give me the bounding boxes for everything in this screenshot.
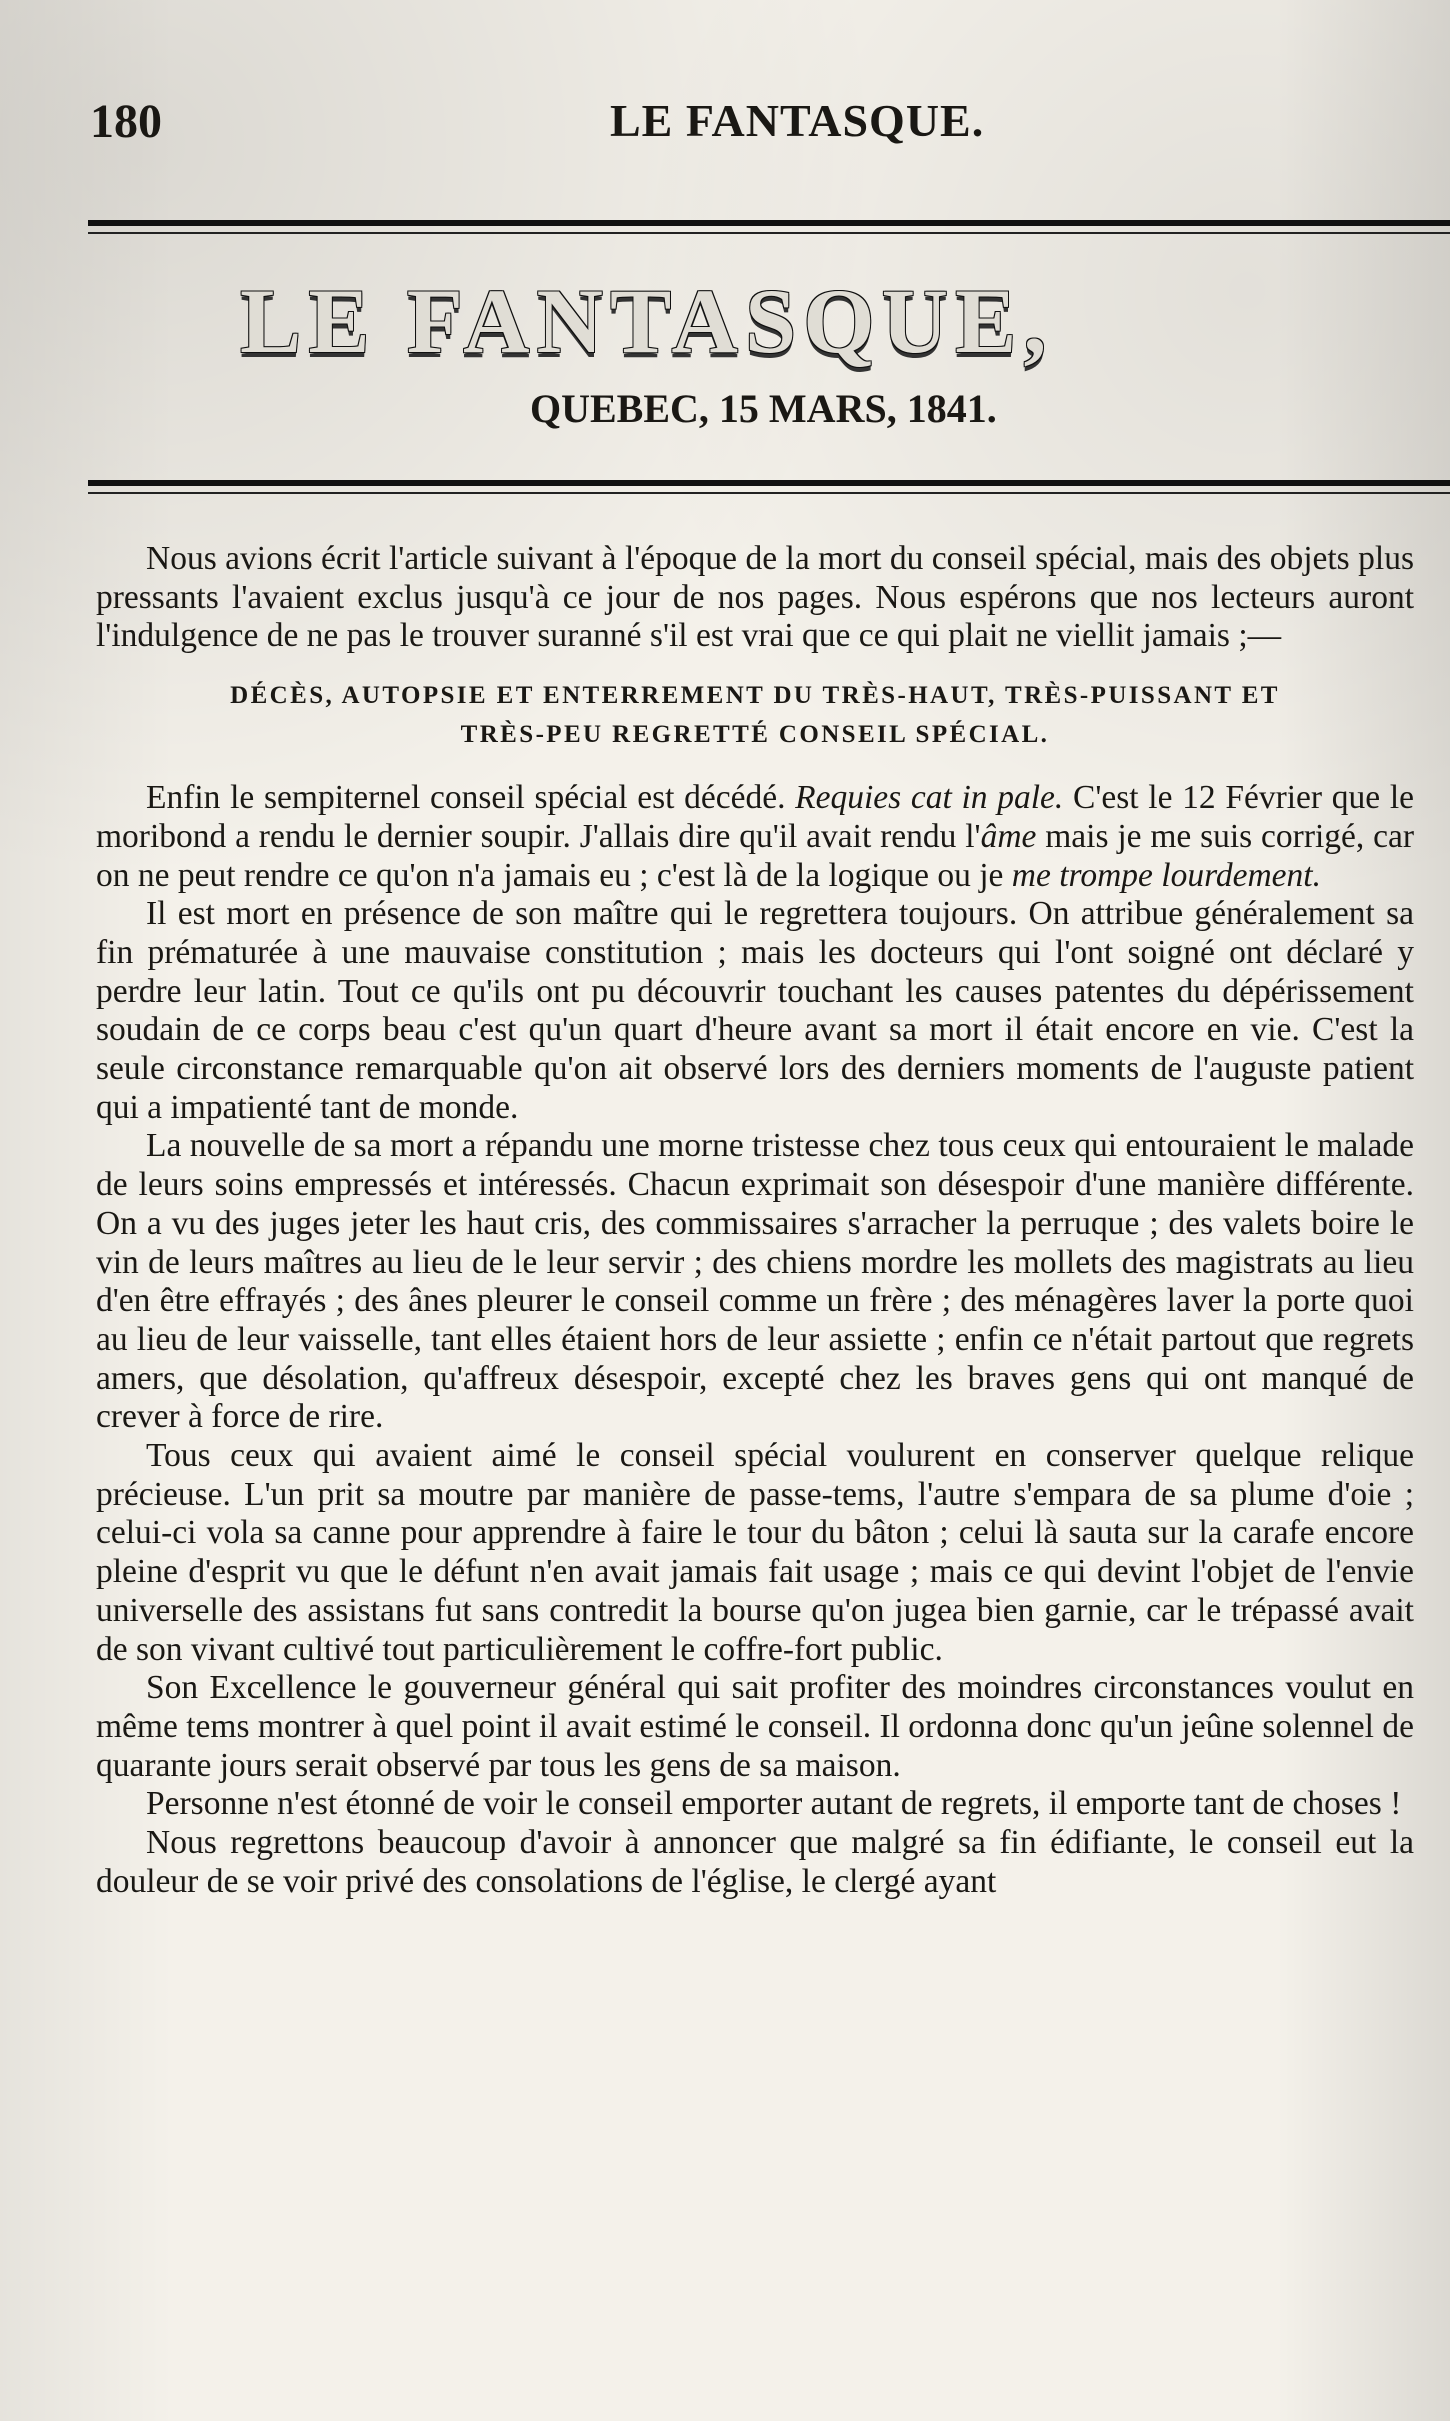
paragraph-1-italic-ending: me trompe lourdement. <box>1011 856 1321 894</box>
paragraph-3: La nouvelle de sa mort a répandu une morne tristesse chez tous ceux qui entouraient le malade de leurs soins empressés et intéressés. Chacun exprimait son désespoir d'une manière différente. On a vu des juges jeter les haut cris, des commissaires s'arracher la perruque ; des valets boire le vin de leurs maîtres au lieu de le leur servir ; des chiens mordre les mollets des magistrats au lieu d'en être effrayés ; des ânes pleurer le conseil comme un frère ; des ménagères laver la porte quoi au lieu de leur vaisselle, tant elles étaient hors de leur assiette ; enfin ce n'était partout que regrets amers, que désolation, qu'affreux désespoir, excepté chez les braves gens qui ont manqué de crever à force de rire. <box>96 1127 1414 1436</box>
masthead-bottom-rule <box>88 480 1450 486</box>
page-number: 180 <box>90 95 162 148</box>
paragraph-6: Personne n'est étonné de voir le conseil emporter autant de regrets, il emporte tant de choses ! <box>146 1785 1402 1823</box>
paragraph-4: Tous ceux qui avaient aimé le conseil spécial voulurent en conserver quelque relique précieuse. L'un prit sa moutre par manière de passe-tems, l'autre s'empara de sa plume d'oie ; celui-ci vola sa canne pour apprendre à faire le tour du bâton ; celui là sauta sur la carafe encore pleine d'esprit vu que le défunt n'en avait jamais fait usage ; mais ce qui devint l'objet de l'envie universelle des assistans fut sans contredit la bourse qu'on jugea bien garnie, car le trépassé avait de son vivant cultivé tout particulièrement le coffre-fort public. <box>96 1437 1414 1668</box>
article-body <box>96 540 1414 1902</box>
article-headline <box>96 676 1414 754</box>
top-double-rule <box>88 220 1450 226</box>
running-title: LE FANTASQUE. <box>610 95 985 146</box>
ame-word: âme <box>980 817 1037 855</box>
headline-line-1: DÉCÈS, AUTOPSIE ET ENTERREMENT DU TRÈS-HAUT, TRÈS-PUISSANT ET <box>230 682 1280 710</box>
intro-paragraph: Nous avions écrit l'article suivant à l'époque de la mort du conseil spécial, mais des objets plus pressants l'avaient exclus jusqu'à ce jour de nos pages. Nous espérons que nos lecteurs auront l'indulgence de ne pas le trouver suranné s'il est vrai que ce qui plait ne viellit jamais ;— <box>96 540 1414 655</box>
paragraph-5: Son Excellence le gouverneur général qui sait profiter des moindres circonstances voulut en même tems montrer à quel point il avait estimé le conseil. Il ordonna donc qu'un jeûne solennel de quarante jours serait observé par tous les gens de sa maison. <box>96 1669 1414 1784</box>
masthead-title: LE FANTASQUE, <box>240 270 1054 372</box>
paragraph-1-text-1: Enfin le sempiternel conseil spécial est décédé. <box>146 779 796 817</box>
headline-line-2: TRÈS-PEU REGRETTÉ CONSEIL SPÉCIAL. <box>460 721 1050 749</box>
dateline: QUEBEC, 15 MARS, 1841. <box>530 386 997 431</box>
paragraph-1-text-2: C'est le 12 Février que le moribond a rendu le dernier soupir. J'allais dire qu'il avait rendu l' <box>96 779 1414 855</box>
running-head <box>90 94 1410 154</box>
paragraph-7: Nous regrettons beaucoup d'avoir à annoncer que malgré sa fin édifiante, le conseil eut la douleur de se voir privé des consolations de l'église, le clergé ayant <box>96 1824 1414 1900</box>
paragraph-1 <box>96 779 1414 895</box>
paragraph-1-text-3: mais je me suis corrigé, car on ne peut rendre ce qu'on n'a jamais eu ; c'est là de la logique ou je <box>96 817 1414 894</box>
paragraph-2: Il est mort en présence de son maître qui le regrettera toujours. On attribue généralement sa fin prématurée à une mauvaise constitution ; mais les docteurs qui l'ont soigné ont déclaré y perdre leur latin. Tout ce qu'ils ont pu découvrir touchant les causes patentes du dépérissement soudain de ce corps beau c'est qu'un quart d'heure avant sa mort il était encore en vie. C'est la seule circonstance remarquable qu'on ait observé lors des derniers moments de l'auguste patient qui a impatienté tant de monde. <box>96 895 1414 1126</box>
latin-phrase: Requies cat in pale. <box>795 779 1064 817</box>
